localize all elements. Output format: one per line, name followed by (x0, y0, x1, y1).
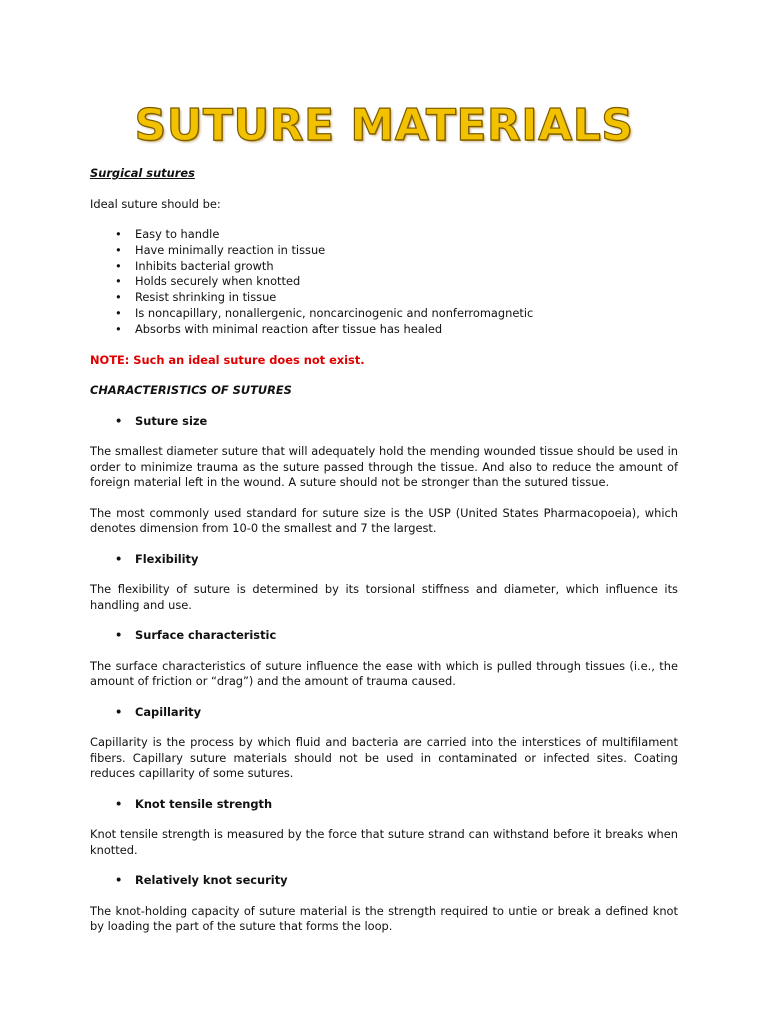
section-title: Suture size (135, 413, 208, 428)
section-paragraph: The knot-holding capacity of suture material is the strength required to untie or break a defined knot by loading the part of the suture that forms the loop. (90, 903, 678, 934)
section-heading-knot-tensile-strength (90, 797, 678, 813)
section-paragraph: The flexibility of suture is determined by its torsional stiffness and diameter, which influence its handling and use. (90, 582, 678, 612)
document-body (90, 166, 678, 950)
bullet-glyph: • (115, 628, 123, 643)
section-heading-capillarity (90, 705, 678, 721)
list-item-text: Have minimally reaction in tissue (135, 242, 326, 257)
bullet-glyph: • (115, 274, 122, 289)
bullet-glyph: • (115, 227, 122, 241)
bullet-glyph: • (115, 551, 123, 566)
bullet-glyph: • (115, 305, 122, 320)
ideal-suture-note: NOTE: Such an ideal suture does not exist. (90, 352, 365, 367)
list-item (90, 274, 678, 290)
section-paragraph: Capillarity is the process by which fluid and bacteria are carried into the interstices of multifilament fibers. Capillary suture materials should not be used in contaminated or infected sites. Coating reduces capillarity of some sutures. (90, 735, 678, 781)
bullet-glyph: • (115, 258, 122, 273)
bullet-glyph: • (115, 796, 123, 811)
list-item (90, 322, 678, 338)
document-title: SUTURE MATERIALS (134, 100, 634, 151)
bullet-glyph: • (115, 242, 122, 257)
section-heading-flexibility (90, 552, 678, 568)
section-title: Relatively knot security (135, 873, 288, 888)
bullet-glyph: • (115, 704, 123, 719)
section-title: Capillarity (135, 704, 201, 719)
list-item-text: Is noncapillary, nonallergenic, noncarcinogenic and nonferromagnetic (135, 305, 534, 320)
section-heading-knot-security (90, 873, 678, 889)
bullet-glyph: • (115, 321, 122, 336)
list-item (90, 290, 678, 306)
section-heading-surface-characteristic (90, 628, 678, 644)
list-item (90, 306, 678, 322)
list-item-text: Inhibits bacterial growth (135, 258, 274, 273)
list-item-text: Holds securely when knotted (135, 274, 301, 289)
section-paragraph: The most commonly used standard for suture size is the USP (United States Pharmacopoeia), which denotes dimension from 10-0 the smallest and 7 the largest. (90, 505, 678, 536)
list-item (90, 243, 678, 259)
list-item-text: Resist shrinking in tissue (135, 290, 277, 305)
list-item-text: Absorbs with minimal reaction after tissue has healed (135, 321, 443, 336)
ideal-suture-intro: Ideal suture should be: (90, 196, 221, 211)
section-title: Flexibility (135, 551, 199, 566)
list-item-text: Easy to handle (135, 227, 220, 241)
section-paragraph: The surface characteristics of suture influence the ease with which is pulled through tissues (i.e., the amount of friction or “drag”) and the amount of trauma caused. (90, 658, 678, 689)
bullet-glyph: • (115, 290, 122, 305)
section-title: Surface characteristic (135, 628, 277, 643)
section-title: Knot tensile strength (135, 796, 273, 811)
characteristics-heading: CHARACTERISTICS OF SUTURES (90, 383, 292, 398)
ideal-suture-list (90, 227, 678, 338)
surgical-sutures-heading: Surgical sutures (90, 166, 195, 180)
section-heading-suture-size (90, 414, 678, 430)
section-paragraph: Knot tensile strength is measured by the force that suture strand can withstand before it breaks when knotted. (90, 827, 678, 857)
list-item (90, 259, 678, 275)
list-item (90, 227, 678, 243)
section-paragraph: The smallest diameter suture that will adequately hold the mending wounded tissue should be used in order to minimize trauma as the suture passed through the tissue. And also to reduce the amount of foreign material left in the wound. A suture should not be stronger than the sutured tissue. (90, 444, 678, 490)
bullet-glyph: • (115, 413, 123, 428)
bullet-glyph: • (115, 873, 123, 888)
